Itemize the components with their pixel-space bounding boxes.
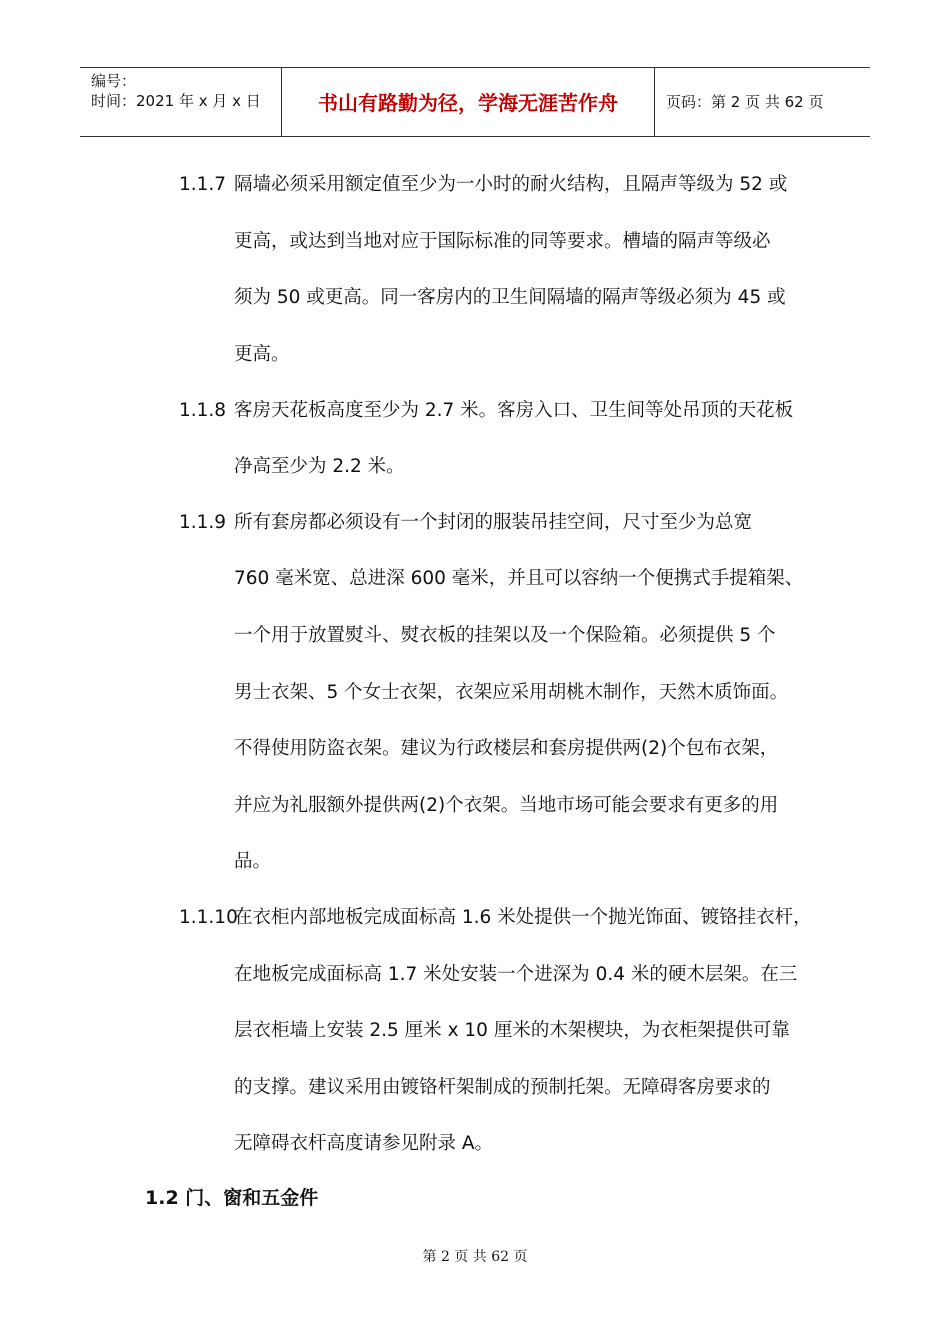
- section-number: 1.1.10: [179, 907, 238, 928]
- section-number: 1.1.7: [179, 174, 227, 195]
- document-date: 时间：2021 年 x 月 x 日: [91, 92, 261, 110]
- paragraph-line: 净高至少为 2.2 米。: [234, 456, 405, 477]
- section-heading: 1.2 门、窗和五金件: [145, 1187, 319, 1209]
- document-code-label: 编号：: [91, 72, 137, 90]
- paragraph-line: 须为 50 或更高。同一客房内的卫生间隔墙的隔声等级必须为 45 或: [234, 287, 786, 308]
- paragraph-line: 不得使用防盗衣架。建议为行政楼层和套房提供两(2)个包布衣架，: [234, 738, 779, 759]
- section-number: 1.1.8: [179, 400, 227, 421]
- header-motto: 书山有路勤为径，学海无涯苦作舟: [318, 91, 618, 115]
- section-number: 1.1.9: [179, 512, 227, 533]
- paragraph-line: 隔墙必须采用额定值至少为一小时的耐火结构，且隔声等级为 52 或: [234, 174, 788, 195]
- paragraph-line: 760 毫米宽、总进深 600 毫米，并且可以容纳一个便携式手提箱架、: [234, 568, 804, 589]
- paragraph-line: 并应为礼服额外提供两(2)个衣架。当地市场可能会要求有更多的用: [234, 795, 779, 816]
- paragraph-line: 更高。: [234, 344, 290, 365]
- paragraph-line: 在地板完成面标高 1.7 米处安装一个进深为 0.4 米的硬木层架。在三: [234, 964, 798, 985]
- paragraph-line: 更高，或达到当地对应于国际标准的同等要求。槽墙的隔声等级必: [234, 231, 771, 252]
- paragraph-line: 男士衣架、5 个女士衣架，衣架应采用胡桃木制作，天然木质饰面。: [234, 682, 789, 703]
- paragraph-line: 品。: [234, 851, 272, 872]
- page-footer: 第 2 页 共 62 页: [422, 1249, 528, 1265]
- paragraph-line: 无障碍衣杆高度请参见附录 A。: [234, 1133, 494, 1154]
- paragraph-line: 一个用于放置熨斗、熨衣板的挂架以及一个保险箱。必须提供 5 个: [234, 625, 776, 646]
- paragraph-line: 的支撑。建议采用由镀铬杆架制成的预制托架。无障碍客房要求的: [234, 1077, 771, 1098]
- header-page-info: 页码：第 2 页 共 62 页: [666, 93, 824, 111]
- paragraph-line: 客房天花板高度至少为 2.7 米。客房入口、卫生间等处吊顶的天花板: [234, 400, 794, 421]
- paragraph-line: 所有套房都必须设有一个封闭的服装吊挂空间，尺寸至少为总宽: [234, 512, 753, 533]
- paragraph-line: 层衣柜墙上安装 2.5 厘米 x 10 厘米的木架楔块，为衣柜架提供可靠: [234, 1020, 790, 1041]
- paragraph-line: 在衣柜内部地板完成面标高 1.6 米处提供一个抛光饰面、镀铬挂衣杆，: [234, 907, 812, 928]
